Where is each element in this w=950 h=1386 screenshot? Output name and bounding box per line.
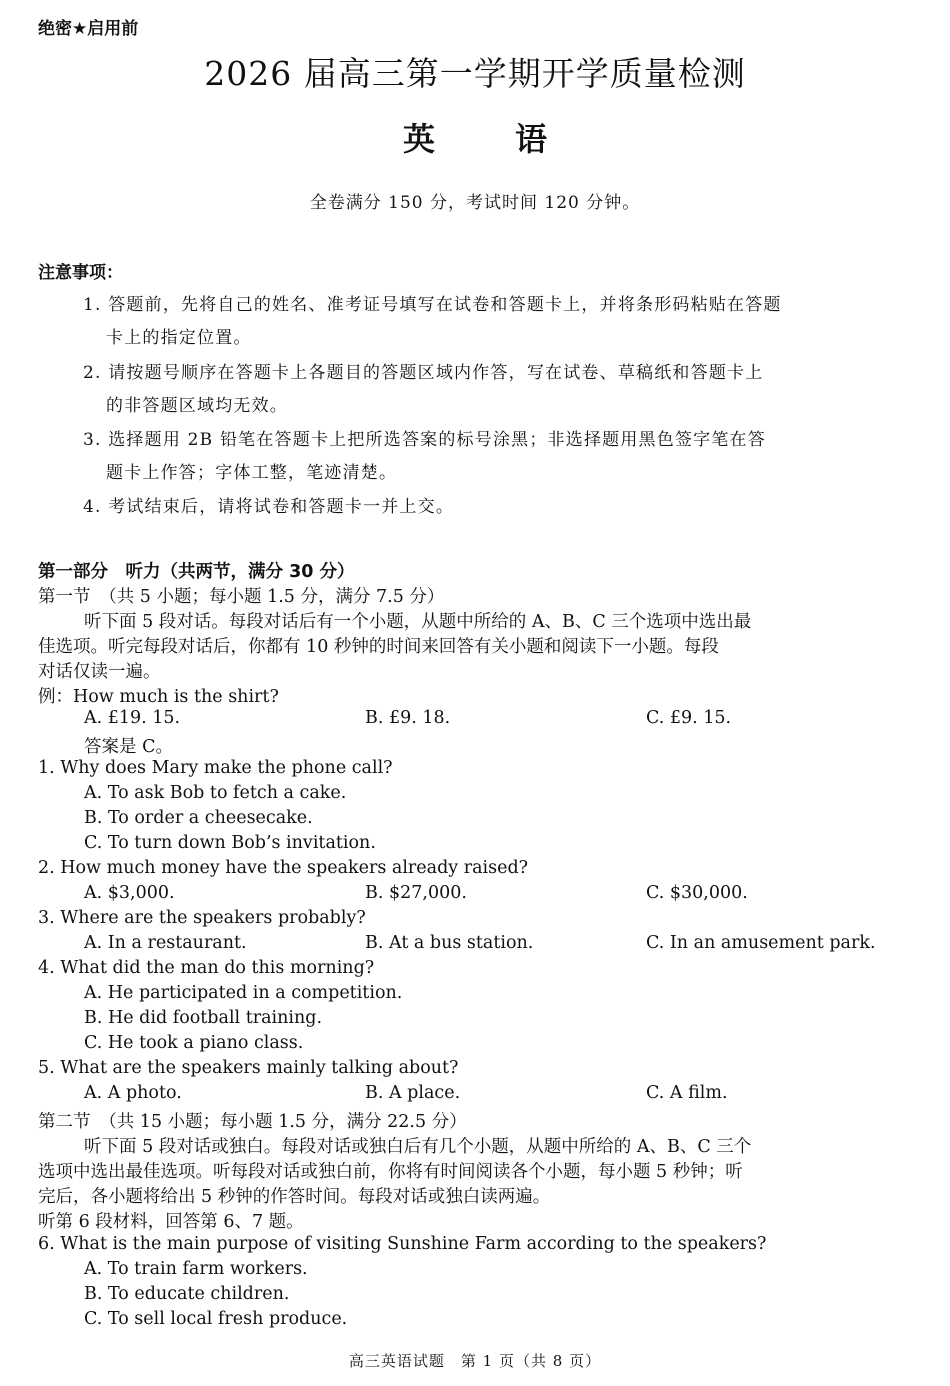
q3-option-c: C. In an amusement park. <box>646 933 876 953</box>
q1-option-c: C. To turn down Bob’s invitation. <box>84 833 376 853</box>
q5-option-a: A. A photo. <box>84 1083 182 1103</box>
q2-option-c: C. $30,000. <box>646 883 748 903</box>
example-option-c: C. £9. 15. <box>646 708 732 728</box>
note-2-line-1: 2. 请按题号顺序在答题卡上各题目的答题区域内作答，写在试卷、草稿纸和答题卡上 <box>83 363 764 383</box>
note-1-line-2: 卡上的指定位置。 <box>106 328 252 348</box>
note-2-line-2: 的非答题区域均无效。 <box>106 396 288 416</box>
note-3-line-1: 3. 选择题用 2B 铅笔在答题卡上把所选答案的标号涂黑；非选择题用黑色签字笔在答 <box>83 430 766 450</box>
q1-option-b: B. To order a cheesecake. <box>84 808 313 828</box>
section2-heading: 第二节 （共 15 小题；每小题 1.5 分，满分 22.5 分） <box>38 1112 467 1132</box>
q2-option-b: B. $27,000. <box>365 883 467 903</box>
question-6: 6. What is the main purpose of visiting Sunshine Farm according to the speakers? <box>38 1234 767 1254</box>
question-3: 3. Where are the speakers probably? <box>38 908 366 928</box>
confidential-label: 绝密★启用前 <box>38 19 139 39</box>
example-answer: 答案是 C。 <box>84 737 173 757</box>
section1-instruction-line-1: 听下面 5 段对话。每段对话后有一个小题，从题中所给的 A、B、C 三个选项中选出最 <box>84 612 752 632</box>
q2-option-a: A. $3,000. <box>84 883 175 903</box>
question-1: 1. Why does Mary make the phone call? <box>38 758 393 778</box>
q6-option-c: C. To sell local fresh produce. <box>84 1309 348 1329</box>
full-marks-note: 全卷满分 150 分，考试时间 120 分钟。 <box>309 193 641 213</box>
section1-instruction-line-2: 佳选项。听完每段对话后，你都有 10 秒钟的时间来回答有关小题和阅读下一小题。每段 <box>38 637 719 657</box>
note-1-line-1: 1. 答题前，先将自己的姓名、准考证号填写在试卷和答题卡上，并将条形码粘贴在答题 <box>83 295 782 315</box>
section2-instruction-line-1: 听下面 5 段对话或独白。每段对话或独白后有几个小题，从题中所给的 A、B、C 三个 <box>84 1137 752 1157</box>
section1-heading: 第一节 （共 5 小题；每小题 1.5 分，满分 7.5 分） <box>38 587 445 607</box>
q3-option-b: B. At a bus station. <box>365 933 534 953</box>
subject-char-1: 英 <box>402 120 435 158</box>
subject-char-2: 语 <box>515 120 548 158</box>
section2-instruction-line-2: 选项中选出最佳选项。听每段对话或独白前，你将有时间阅读各个小题，每小题 5 秒钟；听 <box>38 1162 743 1182</box>
q6-option-b: B. To educate children. <box>84 1284 290 1304</box>
example-option-b: B. £9. 18. <box>365 708 451 728</box>
page-footer: 高三英语试题 第 1 页（共 8 页） <box>348 1352 602 1370</box>
question-2: 2. How much money have the speakers already raised? <box>38 858 529 878</box>
q5-option-b: B. A place. <box>365 1083 461 1103</box>
q4-option-b: B. He did football training. <box>84 1008 323 1028</box>
section1-instruction-line-3: 对话仅读一遍。 <box>38 662 161 682</box>
notes-heading: 注意事项： <box>38 263 123 283</box>
q4-option-a: A. He participated in a competition. <box>84 983 403 1003</box>
question-4: 4. What did the man do this morning? <box>38 958 375 978</box>
note-3-line-2: 题卡上作答；字体工整，笔迹清楚。 <box>106 463 398 483</box>
q6-option-a: A. To train farm workers. <box>84 1259 308 1279</box>
subject-title <box>0 114 950 160</box>
example-question: 例：How much is the shirt? <box>38 687 279 707</box>
example-option-a: A. £19. 15. <box>84 708 181 728</box>
note-4-line-1: 4. 考试结束后，请将试卷和答题卡一并上交。 <box>83 497 455 517</box>
q3-option-a: A. In a restaurant. <box>84 933 247 953</box>
question-5: 5. What are the speakers mainly talking about? <box>38 1058 459 1078</box>
q4-option-c: C. He took a piano class. <box>84 1033 304 1053</box>
exam-title: 2026 届高三第一学期开学质量检测 <box>204 54 746 93</box>
material-6-label: 听第 6 段材料，回答第 6、7 题。 <box>38 1212 304 1232</box>
q5-option-c: C. A film. <box>646 1083 728 1103</box>
part1-heading: 第一部分 听力（共两节，满分 30 分） <box>38 562 355 582</box>
section2-instruction-line-3: 完后，各小题将给出 5 秒钟的作答时间。每段对话或独白读两遍。 <box>38 1187 551 1207</box>
q1-option-a: A. To ask Bob to fetch a cake. <box>84 783 347 803</box>
